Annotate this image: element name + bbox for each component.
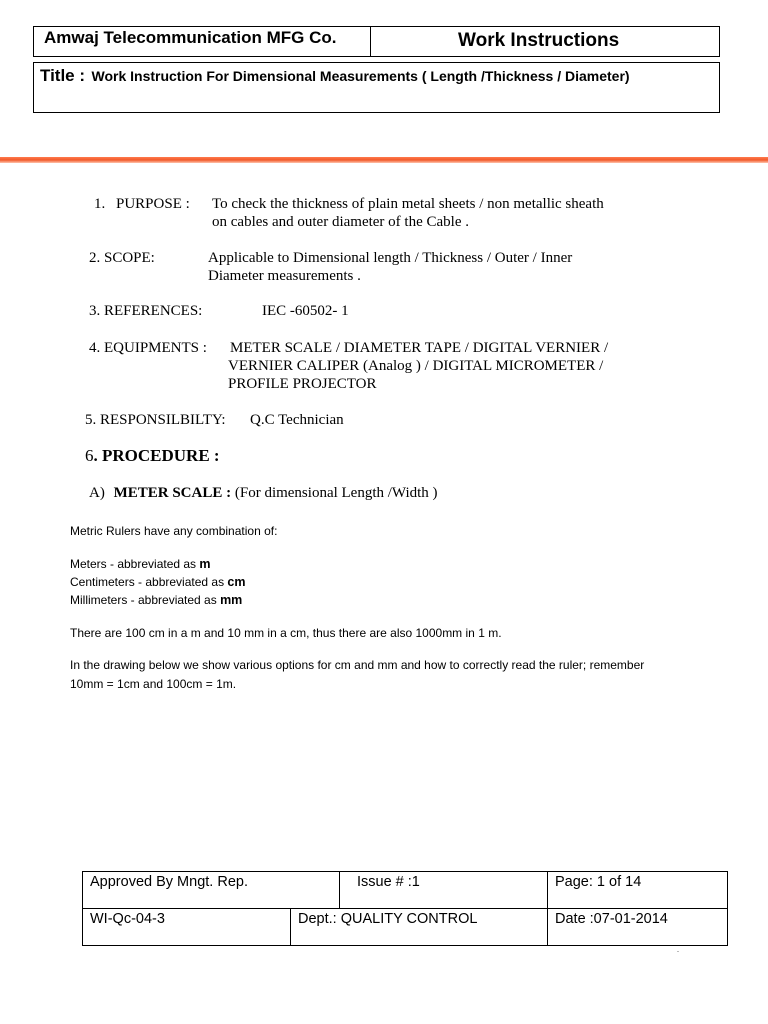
- footer-table: [82, 871, 728, 946]
- dept-cell: Dept.: QUALITY CONTROL: [291, 909, 548, 946]
- page-cell: Page: 1 of 14: [548, 872, 728, 909]
- title-text: Work Instruction For Dimensional Measurements ( Length /Thickness / Diameter): [91, 68, 630, 84]
- unit-millimeters-abbr: mm: [220, 593, 243, 607]
- doc-number-cell: WI-Qc-04-3: [83, 909, 291, 946]
- meter-scale-prefix: A): [89, 485, 105, 501]
- procedure-number: 6: [85, 446, 94, 465]
- references-value: IEC -60502- 1: [262, 303, 349, 319]
- procedure-heading: [85, 447, 220, 465]
- doc-type: Work Instructions: [458, 30, 620, 51]
- scope-label: 2. SCOPE:: [89, 250, 155, 266]
- meter-scale-heading: [89, 484, 438, 502]
- date-cell: Date :07-01-2014: [548, 909, 728, 946]
- body-para1: There are 100 cm in a m and 10 mm in a cm, thus there are also 1000mm in 1 m.: [70, 626, 502, 640]
- purpose-number: 1.: [94, 196, 106, 212]
- unit-meters-text: Meters - abbreviated as: [70, 557, 200, 571]
- procedure-label: . PROCEDURE :: [93, 446, 220, 465]
- unit-millimeters: [70, 591, 242, 609]
- body-intro: Metric Rulers have any combination of:: [70, 524, 278, 538]
- scope-text-line2: Diameter measurements .: [208, 268, 361, 284]
- scope-text-line1: Applicable to Dimensional length / Thickness / Outer / Inner: [208, 250, 573, 266]
- responsibility-label: 5. RESPONSILBILTY:: [85, 412, 226, 428]
- unit-meters-abbr: m: [199, 557, 211, 571]
- purpose-text-line1: To check the thickness of plain metal sheets / non metallic sheath: [212, 196, 604, 212]
- equipments-line3: PROFILE PROJECTOR: [228, 376, 377, 392]
- doc-type-cell: [370, 26, 720, 57]
- issue-cell: Issue # :1: [340, 872, 548, 909]
- responsibility-value: Q.C Technician: [250, 412, 344, 428]
- body-para2-line2: 10mm = 1cm and 100cm = 1m.: [70, 677, 237, 691]
- company-name: Amwaj Telecommunication MFG Co.: [44, 28, 337, 47]
- title-box: [33, 62, 720, 113]
- unit-centimeters: [70, 573, 245, 591]
- meter-scale-label: METER SCALE :: [113, 485, 232, 501]
- company-name-cell: [33, 26, 371, 57]
- title-label: Title :: [40, 66, 86, 85]
- references-label: 3. REFERENCES:: [89, 303, 203, 319]
- meter-scale-note: (For dimensional Length /Width ): [234, 485, 438, 501]
- footer-row: [83, 872, 728, 909]
- purpose-label: PURPOSE :: [116, 196, 190, 212]
- footer-row: [83, 909, 728, 946]
- equipments-line1: METER SCALE / DIAMETER TAPE / DIGITAL VERNIER /: [230, 340, 609, 356]
- unit-centimeters-abbr: cm: [227, 575, 246, 589]
- equipments-label: 4. EQUIPMENTS :: [89, 340, 207, 356]
- header-divider: [0, 157, 768, 163]
- page-mark: [677, 951, 679, 952]
- equipments-line2: VERNIER CALIPER (Analog ) / DIGITAL MICROMETER /: [228, 358, 604, 374]
- purpose-text-line2: on cables and outer diameter of the Cable .: [212, 214, 469, 230]
- unit-millimeters-text: Millimeters - abbreviated as: [70, 593, 221, 607]
- approved-cell: Approved By Mngt. Rep.: [83, 872, 340, 909]
- body-para2-line1: In the drawing below we show various options for cm and mm and how to correctly read the ruler; remember: [70, 658, 645, 672]
- unit-centimeters-text: Centimeters - abbreviated as: [70, 575, 228, 589]
- unit-meters: [70, 555, 211, 573]
